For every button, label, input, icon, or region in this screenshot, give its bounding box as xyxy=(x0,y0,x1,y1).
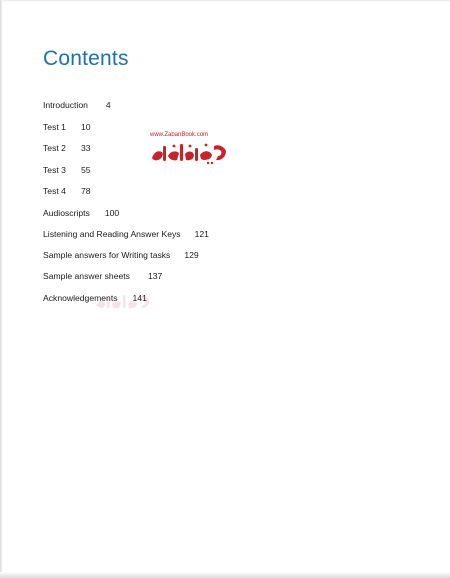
watermark-url: www.ZabanBook.com xyxy=(150,132,209,138)
toc-item-writing-samples xyxy=(43,250,199,260)
toc-page-number: 33 xyxy=(80,143,91,153)
toc-item-answer-sheets xyxy=(43,271,162,281)
toc-page-number: 137 xyxy=(147,271,163,281)
toc-page-number: 141 xyxy=(132,293,147,303)
toc-label: Introduction xyxy=(43,100,88,110)
toc-label: Sample answers for Writing tasks xyxy=(43,250,171,260)
toc-label: Test 3 xyxy=(43,165,66,175)
toc-item-test-2 xyxy=(43,143,91,153)
toc-page-number: 78 xyxy=(80,186,91,196)
toc-item-test-1 xyxy=(43,122,91,132)
toc-page-number: 129 xyxy=(184,250,199,260)
toc-label: Test 1 xyxy=(43,122,66,132)
toc-item-introduction xyxy=(43,100,111,110)
toc-label: Listening and Reading Answer Keys xyxy=(43,229,181,239)
page-title: Contents xyxy=(43,47,129,70)
logo-icon xyxy=(148,138,230,166)
toc-label: Test 4 xyxy=(43,186,66,196)
toc-page-number: 55 xyxy=(80,165,91,175)
toc-page-number: 4 xyxy=(105,100,111,110)
toc-item-answer-keys xyxy=(43,229,209,239)
scan-edge-left xyxy=(0,0,3,578)
toc-item-audioscripts xyxy=(43,208,119,218)
toc-label: Test 2 xyxy=(43,143,66,153)
scan-edge-top xyxy=(0,0,450,2)
scan-edge-bottom xyxy=(0,572,450,578)
toc-item-test-4 xyxy=(43,186,91,196)
toc-page-number: 100 xyxy=(104,208,120,218)
toc-label: Sample answer sheets xyxy=(43,271,130,281)
toc-item-test-3 xyxy=(43,165,91,175)
toc-page-number: 121 xyxy=(194,229,209,239)
watermark-logo xyxy=(148,132,230,166)
toc-label: Audioscripts xyxy=(43,208,90,218)
toc-label: Acknowledgements xyxy=(43,293,118,303)
toc-page-number: 10 xyxy=(80,122,91,132)
faint-watermark-icon xyxy=(92,290,152,312)
